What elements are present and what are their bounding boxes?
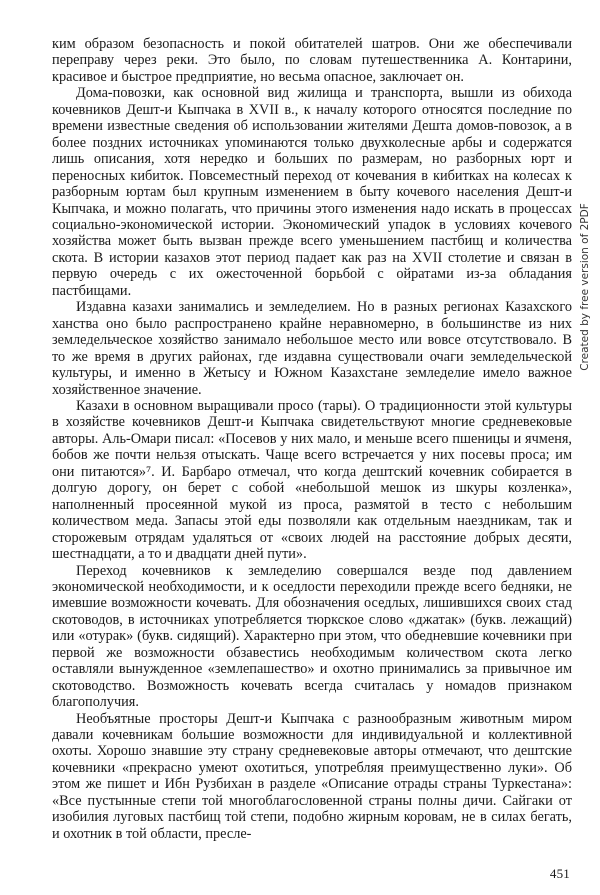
side-watermark (578, 192, 592, 382)
paragraph-continuation: ким образом безопасность и покой обитателей шатров. Они же обеспечивали переправу через реки. Это было, по словам путешественника А. Контарини, красивое и быстрое предприятие, но весьма опасное, заключает он. (52, 36, 572, 85)
paragraph-agriculture: Издавна казахи занимались и земледелием. Но в разных регионах Казахского ханства оно было распространено крайне неравномерно, в большинстве из них земледельческое хозяйство занимало небольшое место или вовсе отсутствовало. В то же время в других районах, где издавна существовали очаги земледельческой культуры, и именно в Жетысу и Южном Казахстане земледелие имело важное хозяйственное значение. (52, 299, 572, 398)
paragraph-millet: Казахи в основном выращивали просо (тары). О традиционности этой культуры в хозяйстве кочевников Дешт-и Кыпчака свидетельствуют многие средневековые авторы. Аль-Омари писал: «Посевов у них мало, и меньше всего пшеницы и ячменя, бобов же почти нельзя отыскать. Чаще всего встречается у них посевы проса; им они питаются»⁷. И. Барбаро отмечал, что когда дештский кочевник собирается в долгую дорогу, он берет с собой «небольшой мешок из шкуры козленка», наполненный просеянной мукой из проса, размятой в тесто с небольшим количеством меда. Запасы этой еды позволяли как отдельным наездникам, так и сторожевым отрядам удаляться от «своих людей на расстояние добрых десяти, шестнадцати, а то и двадцати дней пути». (52, 397, 572, 563)
paragraph-hunting: Необъятные просторы Дешт-и Кыпчака с разнообразным животным миром давали кочевникам большие возможности для индивидуальной и коллективной охоты. Хорошо знавшие эту страну средневековые авторы отмечают, что дештские кочевники «прекрасно умеют охотиться, употребляя преимущественно луки». Об этом же пишет и Ибн Рузбихан в разделе «Описание отрады страны Туркестана»: «Все пустынные степи той многоблагословенной страны полны дичи. Сайгаки от изобилия луговых пастбищ той степи, подобно жирным коровам, не в силах бегать, и охотник в той области, пресле- (52, 710, 572, 842)
paragraph-house-wagons: Дома-повозки, как основной вид жилища и транспорта, вышли из обихода кочевников Дешт-и Кыпчака в XVII в., к началу которого относятся последние по времени известные сведения об использовании жителями Дешта домов-повозок, а в более поздних источниках упоминаются только двухколесные арбы и содержатся лишь описания, хотя нередко и больших по размерам, но разборных юрт и переносных кибиток. Повсеместный переход от кочевания в кибитках на колесах к разборным юртам был крупным изменением в быту кочевого населения Дешт-и Кыпчака, и можно полагать, что причины этого изменения надо искать в процессах социально-экономической истории. Экономический упадок в условиях кочевого хозяйства может быть вызван прежде всего уменьшением пастбищ и количества скота. В истории казахов этот период падает как раз на XVII столетие и связан в первую очередь с их ожесточенной борьбой с ойратами из-за обладания пастбищами. (52, 85, 572, 299)
paragraph-transition-to-farming: Переход кочевников к земледелию совершался везде под давлением экономической необходимости, и к оседлости переходили прежде всего бедняки, не имевшие возможности кочевать. Для обозначения оседлых, лишившихся своих стад скотоводов, в источниках употребляется тюркское слово «джатак» (букв. лежащий) или «отурак» (букв. сидящий). Характерно при этом, что обедневшие кочевники при первой же возможности обзавестись необходимым количеством скота легко оставляли вынужденное «землепашество» и охотно принимались за привычное им скотоводство. Возможность кочевать всегда считалась у номадов признаком благополучия. (52, 562, 572, 711)
book-page (52, 36, 572, 856)
body-text (52, 36, 572, 842)
page-number: 451 (549, 866, 570, 881)
watermark-text: Created by free version of 2PDF (579, 203, 591, 371)
